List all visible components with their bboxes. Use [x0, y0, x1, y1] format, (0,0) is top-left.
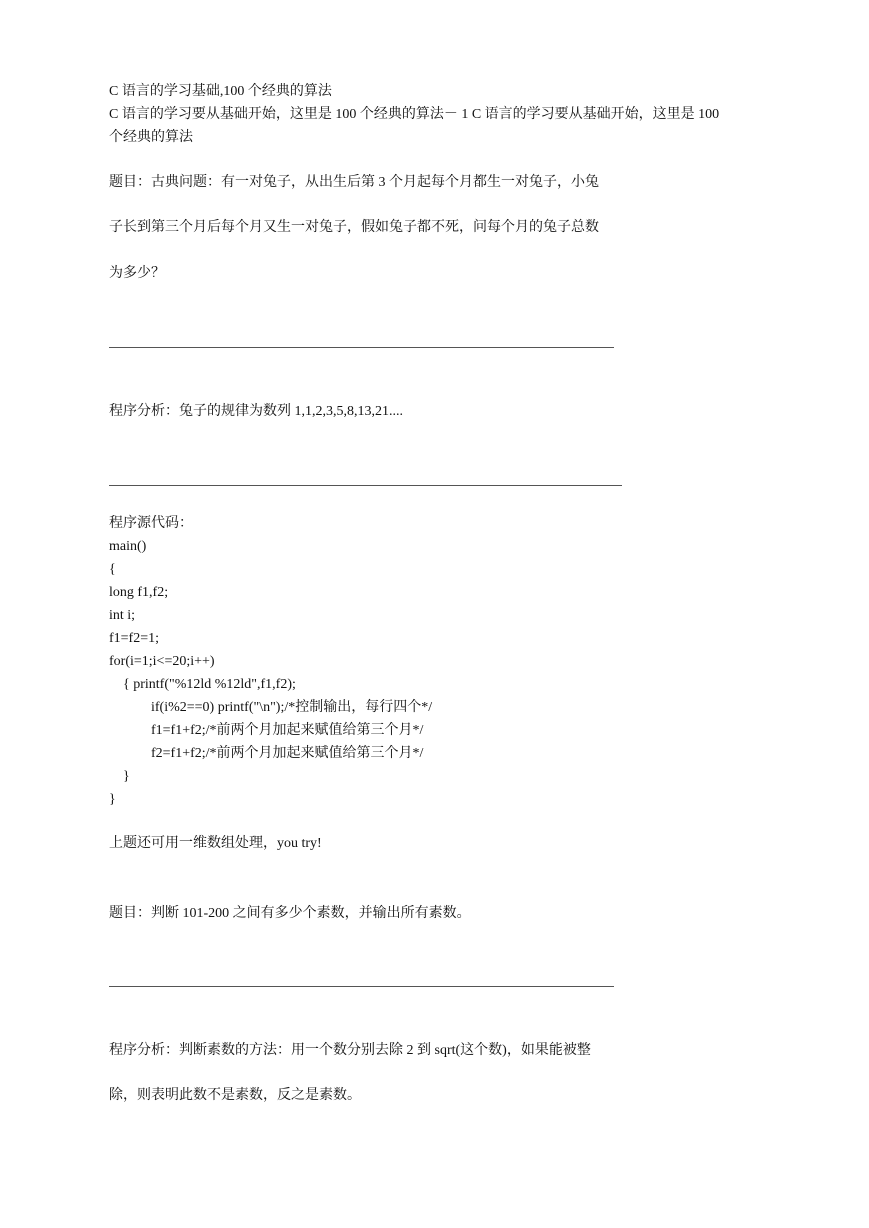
problem1-title-line-3: 为多少？ [109, 266, 165, 281]
problem2-analysis-line-1: 程序分析：判断素数的方法：用一个数分别去除 2 到 sqrt(这个数)，如果能被整 [109, 1043, 591, 1058]
code-line: } [109, 792, 116, 807]
divider-line [109, 347, 614, 348]
code-line: } [109, 769, 130, 784]
code-line: if(i%2==0) printf("\n");/*控制输出，每行四个*/ [109, 700, 433, 715]
code-line: f2=f1+f2;/*前两个月加起来赋值给第三个月*/ [109, 746, 424, 761]
code-line: long f1,f2; [109, 585, 169, 600]
code-line: for(i=1;i<=20;i++) [109, 654, 215, 669]
code-line: { [109, 562, 116, 577]
code-line: { printf("%12ld %12ld",f1,f2); [109, 677, 296, 692]
problem1-analysis: 程序分析：兔子的规律为数列 1,1,2,3,5,8,13,21.... [109, 404, 403, 419]
divider-line [109, 485, 622, 486]
divider-line [109, 986, 614, 987]
code-line: main() [109, 539, 147, 554]
document-heading: C 语言的学习基础,100 个经典的算法 [109, 84, 332, 99]
problem1-note: 上题还可用一维数组处理，you try! [109, 836, 322, 851]
code-line: f1=f2=1; [109, 631, 160, 646]
problem2-title: 题目：判断 101-200 之间有多少个素数，并输出所有素数。 [109, 906, 471, 921]
intro-line-1: C 语言的学习要从基础开始，这里是 100 个经典的算法－ 1 C 语言的学习要从基础开始，这里是 100 [109, 107, 720, 122]
problem1-title-line-1: 题目：古典问题：有一对兔子，从出生后第 3 个月起每个月都生一对兔子，小兔 [109, 175, 599, 190]
problem2-analysis-line-2: 除，则表明此数不是素数，反之是素数。 [109, 1088, 361, 1103]
source-code-label: 程序源代码： [109, 516, 193, 531]
problem1-title-line-2: 子长到第三个月后每个月又生一对兔子，假如兔子都不死，问每个月的兔子总数 [109, 220, 599, 235]
code-line: int i; [109, 608, 136, 623]
code-line: f1=f1+f2;/*前两个月加起来赋值给第三个月*/ [109, 723, 424, 738]
intro-line-2: 个经典的算法 [109, 130, 193, 145]
